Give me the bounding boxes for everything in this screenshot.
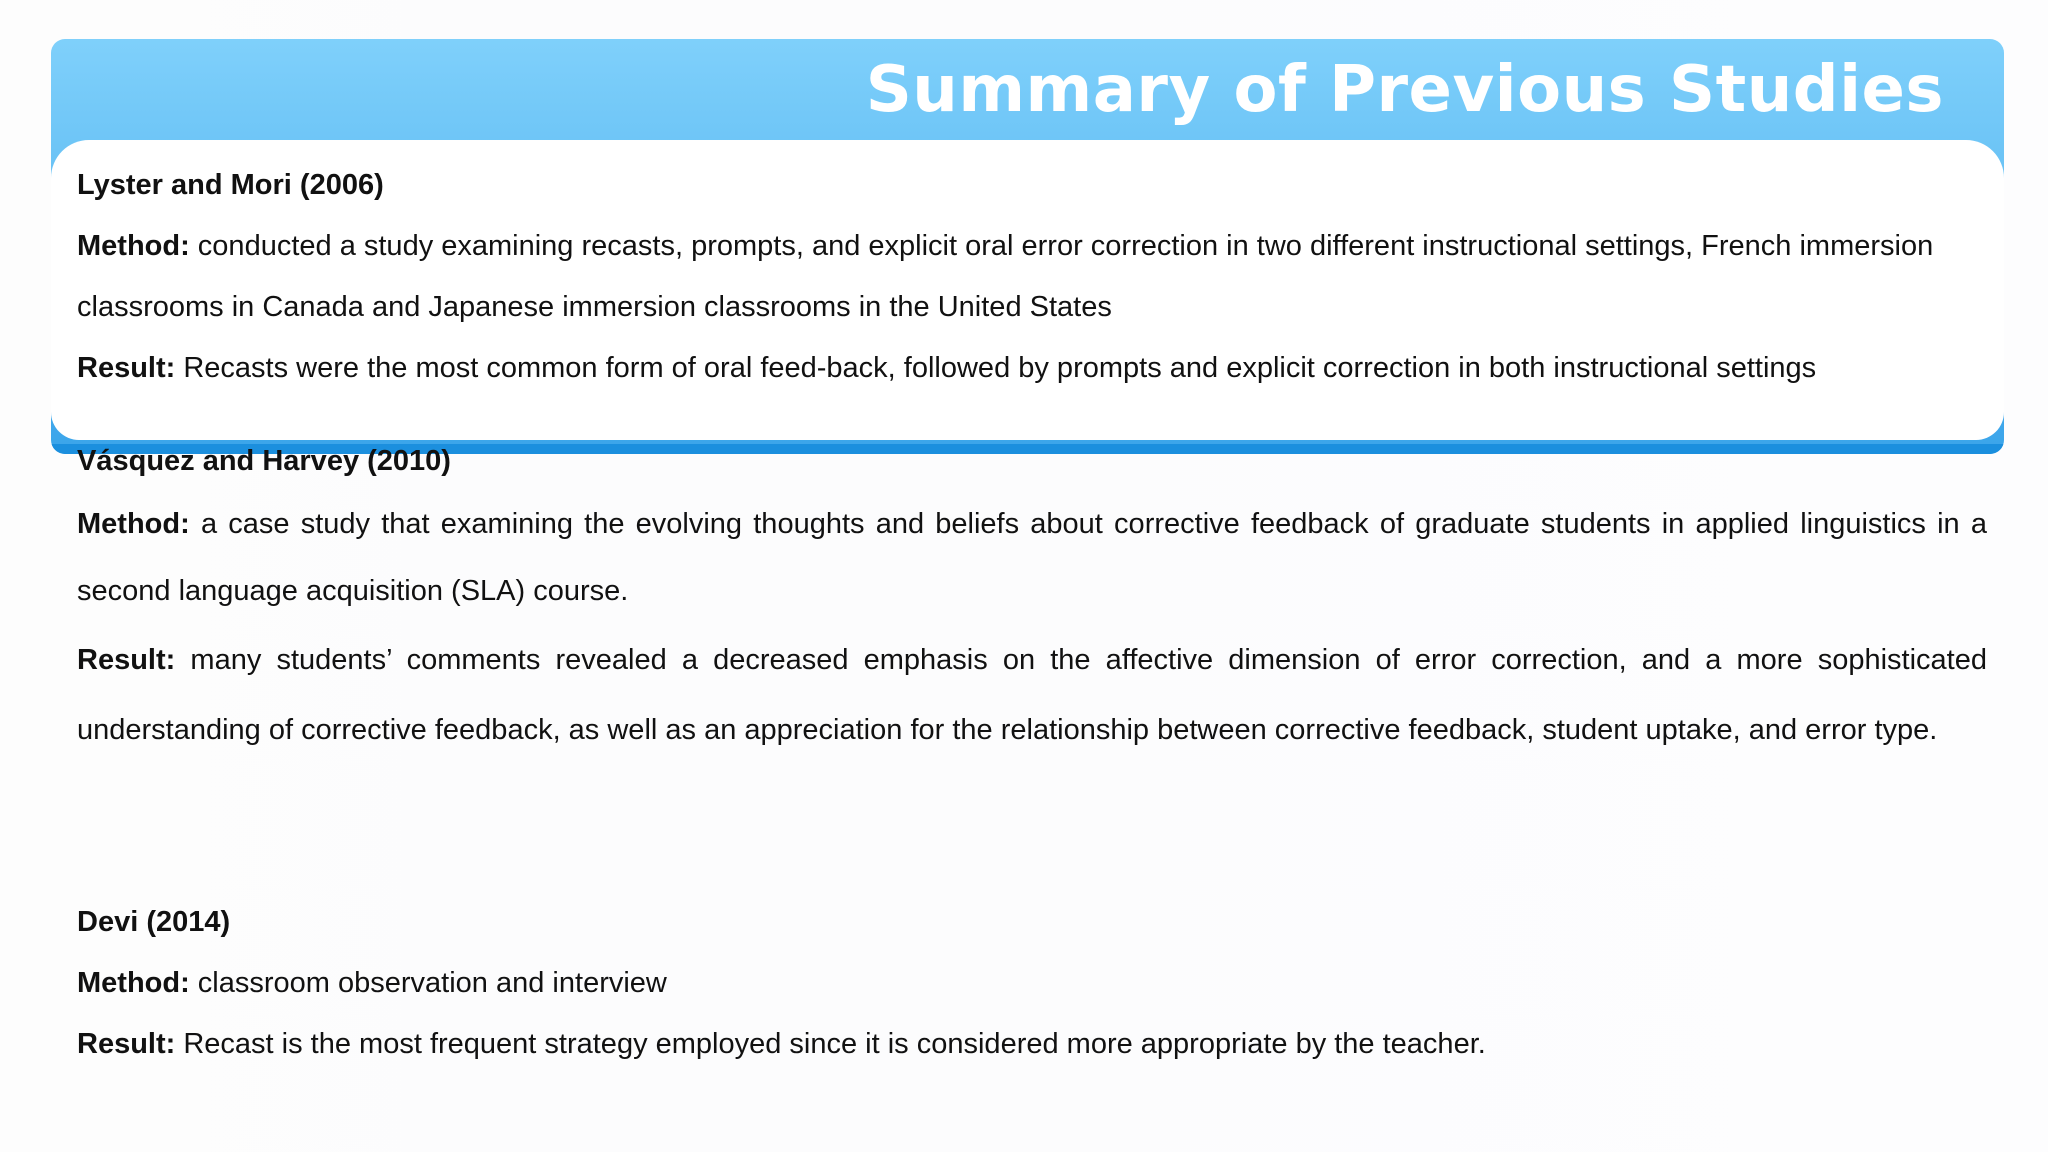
study-lyster-mori <box>77 155 1987 399</box>
study-result <box>77 1014 1987 1075</box>
study-heading: Devi (2014) <box>77 906 231 938</box>
study-method <box>77 953 1987 1014</box>
study-result <box>77 338 1987 399</box>
study-method <box>77 216 1987 338</box>
study-devi <box>77 892 1987 1075</box>
result-text: Recasts were the most common form of oral feed-back, followed by prompts and explicit correction in both instructional settings <box>175 352 1817 384</box>
result-text: many students’ comments revealed a decreased emphasis on the affective dimension of error correction, and a more sophisticated understanding of corrective feedback, as well as an appreciation for the relationship between corrective feedback, student uptake, and error type. <box>77 644 1987 746</box>
study-heading: Vásquez and Harvey (2010) <box>77 445 451 477</box>
method-text: classroom observation and interview <box>189 967 667 999</box>
method-label: Method: <box>77 230 190 262</box>
method-label: Method: <box>77 508 190 540</box>
method-label: Method: <box>77 967 190 999</box>
method-text: conducted a study examining recasts, prompts, and explicit oral error correction in two different instructional settings, French immersion classrooms in Canada and Japanese immersion classrooms in the United States <box>77 230 1934 323</box>
study-method <box>77 491 1987 625</box>
slide-title: Summary of Previous Studies <box>865 53 1944 127</box>
result-label: Result: <box>77 352 176 384</box>
result-label: Result: <box>77 1028 176 1060</box>
study-heading: Lyster and Mori (2006) <box>77 169 384 201</box>
study-vasquez-harvey <box>77 431 1987 765</box>
result-text: Recast is the most frequent strategy employed since it is considered more appropriate by the teacher. <box>175 1028 1486 1060</box>
result-label: Result: <box>77 644 176 676</box>
study-result <box>77 625 1987 765</box>
method-text: a case study that examining the evolving thoughts and beliefs about corrective feedback of graduate students in applied linguistics in a second language acquisition (SLA) course. <box>77 508 1987 607</box>
